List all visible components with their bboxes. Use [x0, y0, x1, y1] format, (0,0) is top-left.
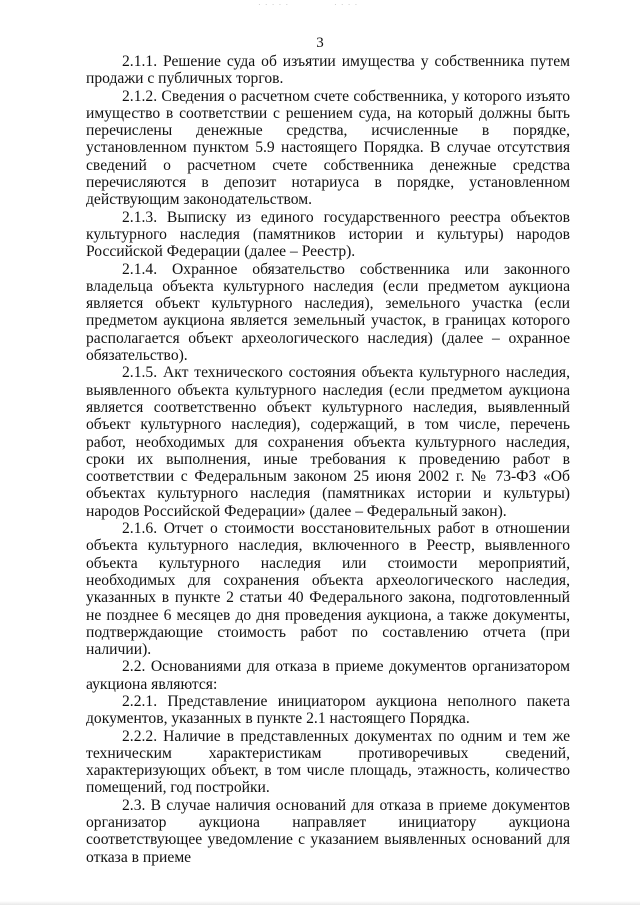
paragraph-2-3: 2.3. В случае наличия оснований для отказа в приеме документов организатор аукциона направляет инициатору аукциона соответствующее уведомление с указанием выявленных оснований для отказа в приеме — [86, 796, 570, 866]
paragraph-2-1-2: 2.1.2. Сведения о расчетном счете собственника, у которого изъято имущество в соответствии с решением суда, на который должны быть перечислены денежные средства, исчисленные в порядке, установленном пунктом 5.9 настоящего Порядка. В случае отсутствия сведений о расчетном счете собственника денежные средства перечисляются в депозит нотариуса в порядке, установленном действующим законодательством. — [86, 87, 570, 209]
scan-bottom-edge — [0, 901, 640, 905]
paragraph-2-1-1: 2.1.1. Решение суда об изъятии имущества у собственника путем продажи с публичных торгов. — [86, 53, 570, 88]
paragraph-2-2-1: 2.2.1. Представление инициатором аукциона неполного пакета документов, указанных в пункте 2.1 настоящего Порядка. — [86, 692, 570, 728]
page-number: 3 — [316, 35, 324, 51]
paragraph-2-1-3: 2.1.3. Выписку из единого государственного реестра объектов культурного наследия (памятников истории и культуры) народов Российской Федерации (далее – Реестр). — [86, 208, 570, 261]
paragraph-2-2: 2.2. Основаниями для отказа в приеме документов организатором аукциона являются: — [86, 658, 570, 693]
paragraph-2-1-6: 2.1.6. Отчет о стоимости восстановительных работ в отношении объекта культурного наследия, включенного в Реестр, выявленного объекта культурного наследия или стоимости мероприятий, необходимых для сохранения объекта археологического наследия, указанных в пункте 2 статьи 40 Федерального закона, подготовленный не позднее 6 месяцев до дня проведения аукциона, а также документы, подтверждающие стоимость работ по составлению отчета (при наличии). — [86, 520, 570, 659]
scan-artifact: · · · · · — [258, 0, 290, 9]
paragraph-2-1-5: 2.1.5. Акт технического состояния объекта культурного наследия, выявленного объекта культурного наследия (если предметом аукциона является соответственно объект культурного наследия, выявленный объект культурного наследия), содержащий, в том числе, перечень работ, необходимых для сохранения объекта культурного наследия, сроки их выполнения, иные требования к проведению работ в соответствии с Федеральным законом 25 июня 2002 г. № 73-ФЗ «Об объектах культурного наследия (памятниках истории и культуры) народов Российской Федерации» (далее – Федеральный закон). — [86, 364, 570, 520]
document-body — [86, 53, 570, 866]
paragraph-2-2-2: 2.2.2. Наличие в представленных документах по одним и тем же техническим характеристикам противоречивых сведений, характеризующих объект, в том числе площадь, этажность, количество помещений, год постройки. — [86, 727, 570, 797]
scan-artifact: · · · · — [334, 0, 359, 9]
paragraph-2-1-4: 2.1.4. Охранное обязательство собственника или законного владельца объекта культурного наследия (если предметом аукциона является объект культурного наследия), земельного участка (если предметом аукциона является земельный участок, в границах которого располагается объект археологического наследия) (далее – охранное обязательство). — [86, 260, 570, 365]
